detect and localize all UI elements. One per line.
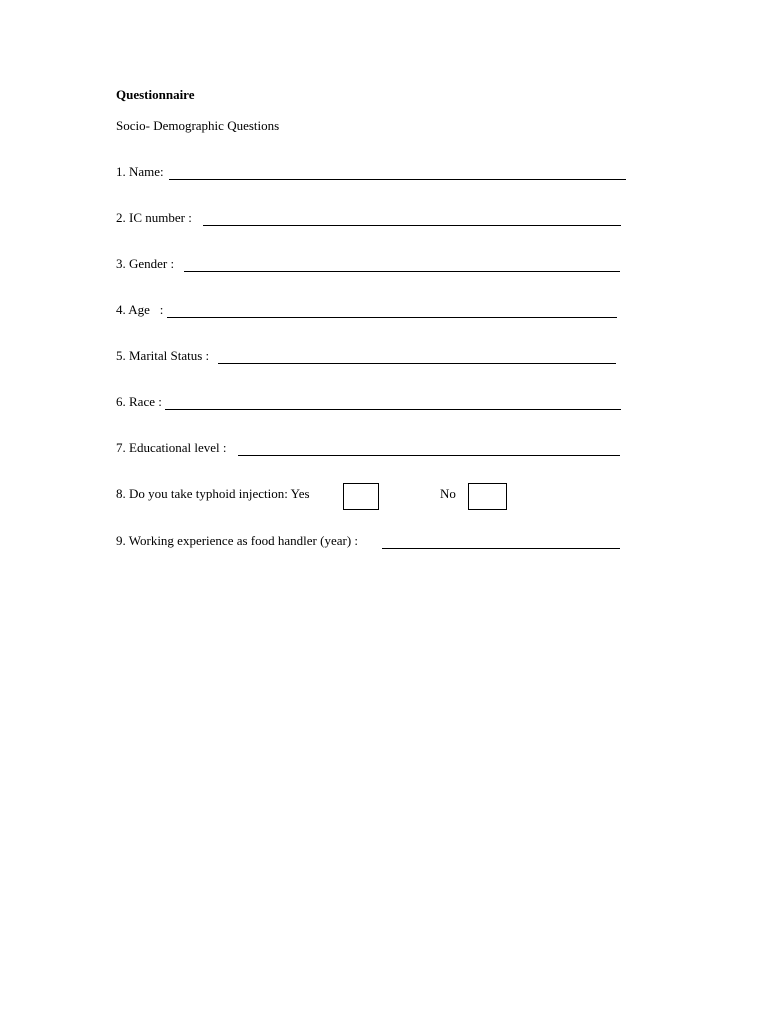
question-ic-number <box>116 210 621 228</box>
question-typhoid-injection-label: 8. Do you take typhoid injection: Yes <box>116 486 310 501</box>
question-marital-status <box>116 348 616 366</box>
no-option-label: No <box>440 486 456 501</box>
question-gender-label: 3. Gender : <box>116 256 175 271</box>
question-race-label: 6. Race : <box>116 394 162 409</box>
question-gender <box>116 256 620 274</box>
question-race <box>116 394 621 412</box>
working-experience-answer-line[interactable] <box>382 548 620 549</box>
gender-answer-line[interactable] <box>184 271 620 272</box>
question-name-label: 1. Name: <box>116 164 164 179</box>
question-marital-status-label: 5. Marital Status : <box>116 348 210 363</box>
race-answer-line[interactable] <box>165 409 621 410</box>
question-educational-level <box>116 440 620 458</box>
marital-status-answer-line[interactable] <box>218 363 616 364</box>
ic-number-answer-line[interactable] <box>203 225 621 226</box>
no-checkbox[interactable] <box>468 483 507 510</box>
question-working-experience-label: 9. Working experience as food handler (year) : <box>116 533 359 548</box>
question-working-experience <box>116 533 620 551</box>
age-answer-line[interactable] <box>167 317 617 318</box>
name-answer-line[interactable] <box>169 179 626 180</box>
question-age-label: 4. Age : <box>116 302 164 317</box>
section-subtitle: Socio- Demographic Questions <box>116 118 280 133</box>
question-typhoid-injection <box>116 486 346 504</box>
document-title: Questionnaire <box>116 87 195 102</box>
question-ic-number-label: 2. IC number : <box>116 210 192 225</box>
question-age <box>116 302 617 320</box>
question-name <box>116 164 626 182</box>
educational-level-answer-line[interactable] <box>238 455 620 456</box>
yes-checkbox[interactable] <box>343 483 379 510</box>
question-educational-level-label: 7. Educational level : <box>116 440 227 455</box>
